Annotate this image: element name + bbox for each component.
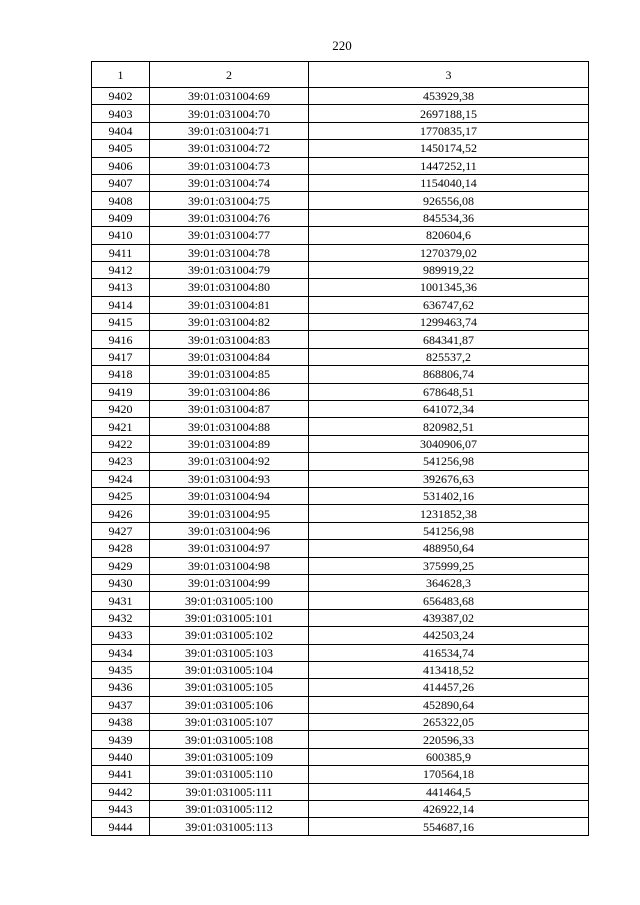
cadastral-number-cell: 39:01:031004:72 [150, 140, 309, 157]
value-cell: 392676,63 [309, 470, 589, 487]
table-row [92, 209, 589, 226]
row-number-cell: 9404 [92, 122, 150, 139]
table-row [92, 696, 589, 713]
value-cell: 1154040,14 [309, 174, 589, 191]
row-number-cell: 9403 [92, 105, 150, 122]
row-number-cell: 9435 [92, 661, 150, 678]
cadastral-number-cell: 39:01:031004:74 [150, 174, 309, 191]
row-number-cell: 9443 [92, 801, 150, 818]
cadastral-number-cell: 39:01:031004:76 [150, 209, 309, 226]
cadastral-number-cell: 39:01:031005:101 [150, 609, 309, 626]
table-row [92, 383, 589, 400]
cadastral-number-cell: 39:01:031004:70 [150, 105, 309, 122]
row-number-cell: 9412 [92, 261, 150, 278]
row-number-cell: 9428 [92, 540, 150, 557]
value-cell: 684341,87 [309, 331, 589, 348]
table-row [92, 296, 589, 313]
value-cell: 820982,51 [309, 418, 589, 435]
value-cell: 600385,9 [309, 748, 589, 765]
row-number-cell: 9422 [92, 435, 150, 452]
cadastral-number-cell: 39:01:031005:110 [150, 766, 309, 783]
row-number-cell: 9409 [92, 209, 150, 226]
value-cell: 3040906,07 [309, 435, 589, 452]
table-row [92, 418, 589, 435]
table-row [92, 766, 589, 783]
cadastral-number-cell: 39:01:031004:81 [150, 296, 309, 313]
cadastral-number-cell: 39:01:031005:112 [150, 801, 309, 818]
table-row [92, 227, 589, 244]
cadastral-number-cell: 39:01:031004:93 [150, 470, 309, 487]
table-row [92, 505, 589, 522]
value-cell: 636747,62 [309, 296, 589, 313]
cadastral-number-cell: 39:01:031004:69 [150, 88, 309, 105]
value-cell: 452890,64 [309, 696, 589, 713]
value-cell: 868806,74 [309, 366, 589, 383]
table-row [92, 192, 589, 209]
value-cell: 453929,38 [309, 88, 589, 105]
value-cell: 1450174,52 [309, 140, 589, 157]
cadastral-number-cell: 39:01:031004:98 [150, 557, 309, 574]
cadastral-number-cell: 39:01:031004:95 [150, 505, 309, 522]
value-cell: 220596,33 [309, 731, 589, 748]
value-cell: 541256,98 [309, 522, 589, 539]
row-number-cell: 9427 [92, 522, 150, 539]
table-row [92, 783, 589, 800]
column-header-2: 2 [150, 62, 309, 88]
value-cell: 414457,26 [309, 679, 589, 696]
table-row [92, 174, 589, 191]
column-header-1: 1 [92, 62, 150, 88]
row-number-cell: 9415 [92, 314, 150, 331]
row-number-cell: 9438 [92, 714, 150, 731]
cadastral-number-cell: 39:01:031005:104 [150, 661, 309, 678]
value-cell: 656483,68 [309, 592, 589, 609]
row-number-cell: 9413 [92, 279, 150, 296]
row-number-cell: 9402 [92, 88, 150, 105]
row-number-cell: 9444 [92, 818, 150, 835]
table-row [92, 401, 589, 418]
header-row [92, 62, 589, 88]
row-number-cell: 9441 [92, 766, 150, 783]
table-row [92, 366, 589, 383]
table-row [92, 801, 589, 818]
cadastral-number-cell: 39:01:031004:99 [150, 574, 309, 591]
table-row [92, 748, 589, 765]
table-row [92, 574, 589, 591]
cadastral-number-cell: 39:01:031005:107 [150, 714, 309, 731]
cadastral-number-cell: 39:01:031004:83 [150, 331, 309, 348]
value-cell: 1447252,11 [309, 157, 589, 174]
value-cell: 265322,05 [309, 714, 589, 731]
page-number: 220 [332, 38, 352, 53]
table-row [92, 157, 589, 174]
row-number-cell: 9442 [92, 783, 150, 800]
cadastral-number-cell: 39:01:031004:77 [150, 227, 309, 244]
table-row [92, 348, 589, 365]
value-cell: 1231852,38 [309, 505, 589, 522]
cadastral-number-cell: 39:01:031004:79 [150, 261, 309, 278]
row-number-cell: 9437 [92, 696, 150, 713]
table-header [92, 62, 589, 88]
cadastral-number-cell: 39:01:031004:71 [150, 122, 309, 139]
row-number-cell: 9429 [92, 557, 150, 574]
cadastral-number-cell: 39:01:031004:73 [150, 157, 309, 174]
cadastral-number-cell: 39:01:031004:75 [150, 192, 309, 209]
table-row [92, 540, 589, 557]
row-number-cell: 9423 [92, 453, 150, 470]
registry-table [91, 61, 589, 836]
cadastral-number-cell: 39:01:031005:108 [150, 731, 309, 748]
row-number-cell: 9430 [92, 574, 150, 591]
cadastral-number-cell: 39:01:031004:96 [150, 522, 309, 539]
table-row [92, 435, 589, 452]
table-row [92, 331, 589, 348]
row-number-cell: 9405 [92, 140, 150, 157]
value-cell: 678648,51 [309, 383, 589, 400]
value-cell: 1299463,74 [309, 314, 589, 331]
table-row [92, 731, 589, 748]
row-number-cell: 9439 [92, 731, 150, 748]
row-number-cell: 9425 [92, 487, 150, 504]
row-number-cell: 9406 [92, 157, 150, 174]
row-number-cell: 9414 [92, 296, 150, 313]
cadastral-number-cell: 39:01:031004:84 [150, 348, 309, 365]
table-row [92, 714, 589, 731]
table-row [92, 261, 589, 278]
table-row [92, 644, 589, 661]
value-cell: 442503,24 [309, 627, 589, 644]
cadastral-number-cell: 39:01:031004:97 [150, 540, 309, 557]
row-number-cell: 9419 [92, 383, 150, 400]
value-cell: 416534,74 [309, 644, 589, 661]
table-row [92, 592, 589, 609]
table-row [92, 679, 589, 696]
value-cell: 845534,36 [309, 209, 589, 226]
cadastral-number-cell: 39:01:031005:106 [150, 696, 309, 713]
cadastral-number-cell: 39:01:031004:86 [150, 383, 309, 400]
table-row [92, 88, 589, 105]
table-body [92, 88, 589, 836]
value-cell: 413418,52 [309, 661, 589, 678]
table-row [92, 105, 589, 122]
cadastral-number-cell: 39:01:031005:109 [150, 748, 309, 765]
table-row [92, 627, 589, 644]
value-cell: 554687,16 [309, 818, 589, 835]
table-row [92, 522, 589, 539]
value-cell: 825537,2 [309, 348, 589, 365]
cadastral-number-cell: 39:01:031005:111 [150, 783, 309, 800]
cadastral-number-cell: 39:01:031005:102 [150, 627, 309, 644]
cadastral-number-cell: 39:01:031004:87 [150, 401, 309, 418]
cadastral-number-cell: 39:01:031004:85 [150, 366, 309, 383]
table-row [92, 279, 589, 296]
row-number-cell: 9407 [92, 174, 150, 191]
table-row [92, 609, 589, 626]
table-row [92, 122, 589, 139]
cadastral-number-cell: 39:01:031004:78 [150, 244, 309, 261]
row-number-cell: 9426 [92, 505, 150, 522]
value-cell: 820604,6 [309, 227, 589, 244]
row-number-cell: 9440 [92, 748, 150, 765]
value-cell: 1770835,17 [309, 122, 589, 139]
row-number-cell: 9431 [92, 592, 150, 609]
table-row [92, 487, 589, 504]
value-cell: 2697188,15 [309, 105, 589, 122]
value-cell: 641072,34 [309, 401, 589, 418]
table-row [92, 661, 589, 678]
table-row [92, 818, 589, 835]
cadastral-number-cell: 39:01:031004:92 [150, 453, 309, 470]
value-cell: 364628,3 [309, 574, 589, 591]
row-number-cell: 9417 [92, 348, 150, 365]
value-cell: 375999,25 [309, 557, 589, 574]
value-cell: 926556,08 [309, 192, 589, 209]
cadastral-number-cell: 39:01:031005:113 [150, 818, 309, 835]
cadastral-number-cell: 39:01:031004:88 [150, 418, 309, 435]
row-number-cell: 9433 [92, 627, 150, 644]
value-cell: 439387,02 [309, 609, 589, 626]
value-cell: 531402,16 [309, 487, 589, 504]
row-number-cell: 9410 [92, 227, 150, 244]
value-cell: 989919,22 [309, 261, 589, 278]
cadastral-number-cell: 39:01:031004:94 [150, 487, 309, 504]
column-header-3: 3 [309, 62, 589, 88]
value-cell: 1270379,02 [309, 244, 589, 261]
table-row [92, 140, 589, 157]
value-cell: 170564,18 [309, 766, 589, 783]
cadastral-number-cell: 39:01:031005:103 [150, 644, 309, 661]
row-number-cell: 9432 [92, 609, 150, 626]
value-cell: 1001345,36 [309, 279, 589, 296]
row-number-cell: 9408 [92, 192, 150, 209]
table-row [92, 244, 589, 261]
cadastral-number-cell: 39:01:031005:105 [150, 679, 309, 696]
cadastral-number-cell: 39:01:031004:80 [150, 279, 309, 296]
cadastral-number-cell: 39:01:031004:82 [150, 314, 309, 331]
row-number-cell: 9434 [92, 644, 150, 661]
row-number-cell: 9421 [92, 418, 150, 435]
row-number-cell: 9420 [92, 401, 150, 418]
value-cell: 488950,64 [309, 540, 589, 557]
row-number-cell: 9411 [92, 244, 150, 261]
table-row [92, 557, 589, 574]
row-number-cell: 9418 [92, 366, 150, 383]
cadastral-number-cell: 39:01:031005:100 [150, 592, 309, 609]
row-number-cell: 9436 [92, 679, 150, 696]
table-row [92, 470, 589, 487]
value-cell: 441464,5 [309, 783, 589, 800]
row-number-cell: 9416 [92, 331, 150, 348]
value-cell: 426922,14 [309, 801, 589, 818]
table-row [92, 314, 589, 331]
cadastral-number-cell: 39:01:031004:89 [150, 435, 309, 452]
row-number-cell: 9424 [92, 470, 150, 487]
table-row [92, 453, 589, 470]
value-cell: 541256,98 [309, 453, 589, 470]
